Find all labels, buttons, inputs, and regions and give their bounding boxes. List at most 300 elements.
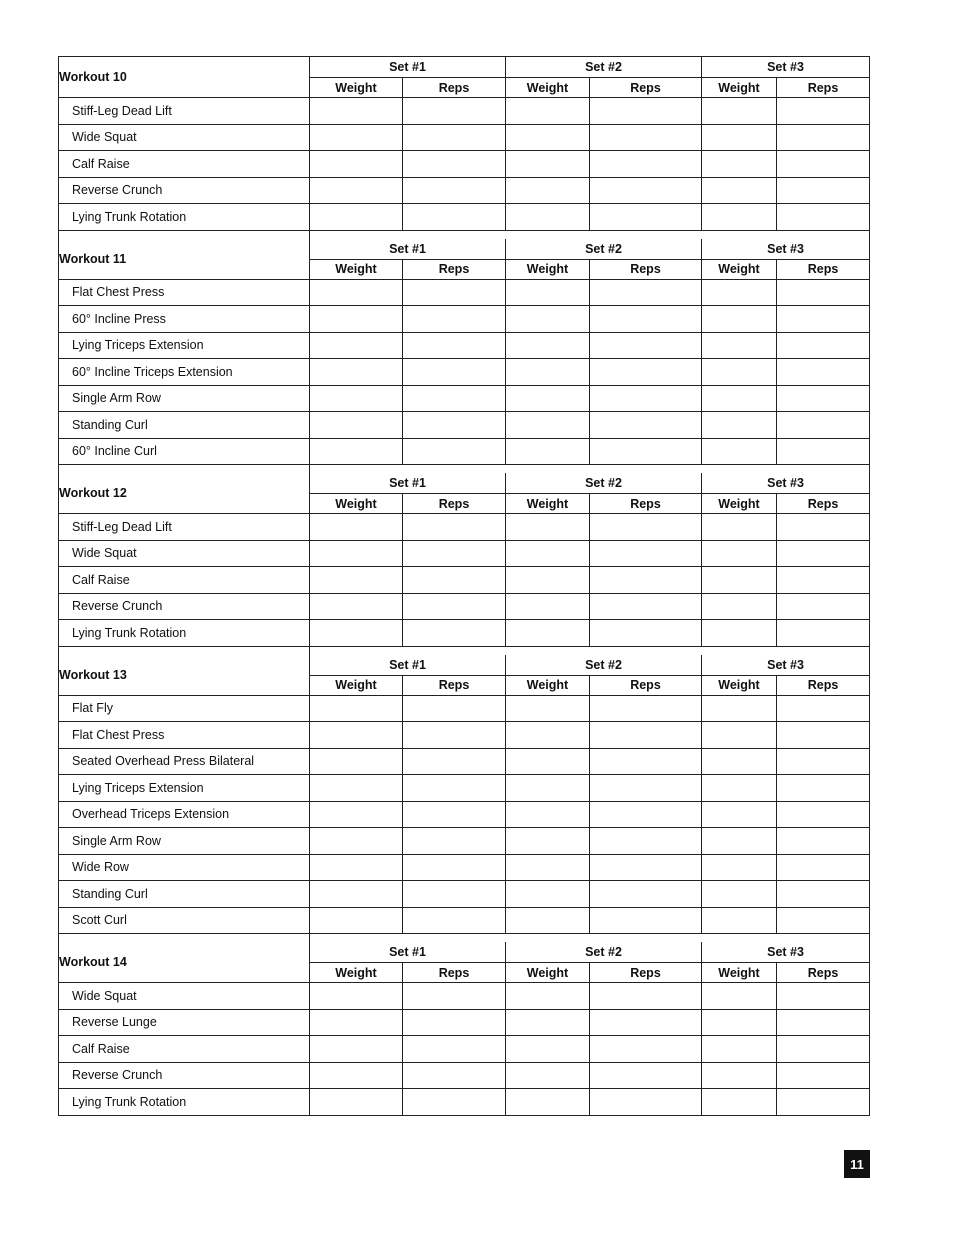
weight-entry-cell[interactable] xyxy=(310,983,403,1010)
weight-entry-cell[interactable] xyxy=(506,306,590,333)
reps-entry-cell[interactable] xyxy=(590,279,702,306)
weight-entry-cell[interactable] xyxy=(702,332,777,359)
workout-table xyxy=(58,934,870,1116)
weight-column-header: Weight xyxy=(310,963,403,983)
exercise-name: Calf Raise xyxy=(59,151,310,178)
weight-entry-cell[interactable] xyxy=(702,385,777,412)
weight-column-header: Weight xyxy=(702,963,777,983)
exercise-row xyxy=(59,204,870,231)
exercise-row xyxy=(59,1089,870,1116)
weight-entry-cell[interactable] xyxy=(310,385,403,412)
workout-title: Workout 10 xyxy=(59,57,310,98)
reps-entry-cell[interactable] xyxy=(777,775,870,802)
exercise-row xyxy=(59,279,870,306)
exercise-name: Overhead Triceps Extension xyxy=(59,801,310,828)
reps-entry-cell[interactable] xyxy=(777,98,870,125)
reps-entry-cell[interactable] xyxy=(403,1062,506,1089)
weight-column-header: Weight xyxy=(506,963,590,983)
reps-entry-cell[interactable] xyxy=(590,177,702,204)
weight-column-header: Weight xyxy=(702,259,777,279)
reps-entry-cell[interactable] xyxy=(590,695,702,722)
weight-entry-cell[interactable] xyxy=(702,1089,777,1116)
reps-entry-cell[interactable] xyxy=(777,854,870,881)
reps-entry-cell[interactable] xyxy=(403,177,506,204)
set-header: Set #1 xyxy=(310,942,506,963)
reps-entry-cell[interactable] xyxy=(403,983,506,1010)
reps-entry-cell[interactable] xyxy=(403,593,506,620)
weight-entry-cell[interactable] xyxy=(702,748,777,775)
reps-column-header: Reps xyxy=(777,259,870,279)
weight-entry-cell[interactable] xyxy=(702,1062,777,1089)
exercise-row xyxy=(59,306,870,333)
weight-entry-cell[interactable] xyxy=(506,151,590,178)
weight-entry-cell[interactable] xyxy=(310,151,403,178)
set-header: Set #3 xyxy=(702,942,870,963)
set-header: Set #2 xyxy=(506,473,702,494)
reps-entry-cell[interactable] xyxy=(590,332,702,359)
reps-entry-cell[interactable] xyxy=(403,151,506,178)
weight-entry-cell[interactable] xyxy=(702,828,777,855)
weight-entry-cell[interactable] xyxy=(506,177,590,204)
reps-entry-cell[interactable] xyxy=(590,204,702,231)
weight-entry-cell[interactable] xyxy=(702,540,777,567)
reps-entry-cell[interactable] xyxy=(777,359,870,386)
reps-entry-cell[interactable] xyxy=(777,907,870,934)
weight-entry-cell[interactable] xyxy=(702,567,777,594)
reps-entry-cell[interactable] xyxy=(403,748,506,775)
weight-entry-cell[interactable] xyxy=(506,124,590,151)
reps-entry-cell[interactable] xyxy=(403,540,506,567)
exercise-name: Lying Trunk Rotation xyxy=(59,620,310,647)
weight-entry-cell[interactable] xyxy=(310,775,403,802)
exercise-row xyxy=(59,828,870,855)
exercise-name: 60° Incline Curl xyxy=(59,438,310,465)
reps-entry-cell[interactable] xyxy=(777,438,870,465)
reps-entry-cell[interactable] xyxy=(403,1009,506,1036)
exercise-row xyxy=(59,438,870,465)
weight-entry-cell[interactable] xyxy=(506,1036,590,1063)
reps-entry-cell[interactable] xyxy=(403,828,506,855)
weight-entry-cell[interactable] xyxy=(310,306,403,333)
reps-column-header: Reps xyxy=(777,675,870,695)
reps-entry-cell[interactable] xyxy=(590,722,702,749)
reps-entry-cell[interactable] xyxy=(403,412,506,439)
weight-entry-cell[interactable] xyxy=(506,385,590,412)
reps-entry-cell[interactable] xyxy=(590,1062,702,1089)
reps-entry-cell[interactable] xyxy=(777,279,870,306)
reps-entry-cell[interactable] xyxy=(590,983,702,1010)
reps-entry-cell[interactable] xyxy=(777,540,870,567)
weight-entry-cell[interactable] xyxy=(310,177,403,204)
reps-entry-cell[interactable] xyxy=(403,306,506,333)
reps-entry-cell[interactable] xyxy=(403,385,506,412)
exercise-row xyxy=(59,1036,870,1063)
reps-entry-cell[interactable] xyxy=(777,593,870,620)
exercise-row xyxy=(59,124,870,151)
exercise-row xyxy=(59,1062,870,1089)
reps-entry-cell[interactable] xyxy=(403,124,506,151)
reps-entry-cell[interactable] xyxy=(590,801,702,828)
workout-title: Workout 11 xyxy=(59,239,310,280)
weight-entry-cell[interactable] xyxy=(506,1089,590,1116)
weight-column-header: Weight xyxy=(702,494,777,514)
weight-entry-cell[interactable] xyxy=(702,801,777,828)
reps-entry-cell[interactable] xyxy=(590,151,702,178)
weight-entry-cell[interactable] xyxy=(506,204,590,231)
weight-entry-cell[interactable] xyxy=(702,412,777,439)
reps-entry-cell[interactable] xyxy=(590,620,702,647)
set-header: Set #3 xyxy=(702,473,870,494)
reps-entry-cell[interactable] xyxy=(403,620,506,647)
reps-column-header: Reps xyxy=(403,494,506,514)
weight-column-header: Weight xyxy=(310,78,403,98)
set-header: Set #1 xyxy=(310,655,506,676)
exercise-name: Wide Row xyxy=(59,854,310,881)
reps-entry-cell[interactable] xyxy=(590,306,702,333)
workout-table xyxy=(58,465,870,647)
exercise-row xyxy=(59,332,870,359)
reps-entry-cell[interactable] xyxy=(777,332,870,359)
weight-entry-cell[interactable] xyxy=(702,881,777,908)
weight-entry-cell[interactable] xyxy=(310,332,403,359)
reps-entry-cell[interactable] xyxy=(590,775,702,802)
reps-entry-cell[interactable] xyxy=(590,828,702,855)
workout-table xyxy=(58,647,870,935)
exercise-row xyxy=(59,593,870,620)
weight-entry-cell[interactable] xyxy=(506,854,590,881)
reps-entry-cell[interactable] xyxy=(777,983,870,1010)
weight-entry-cell[interactable] xyxy=(506,828,590,855)
exercise-name: 60° Incline Triceps Extension xyxy=(59,359,310,386)
reps-entry-cell[interactable] xyxy=(777,124,870,151)
weight-entry-cell[interactable] xyxy=(702,438,777,465)
weight-entry-cell[interactable] xyxy=(702,177,777,204)
exercise-row xyxy=(59,854,870,881)
set-header: Set #3 xyxy=(702,655,870,676)
reps-column-header: Reps xyxy=(590,494,702,514)
exercise-row xyxy=(59,567,870,594)
weight-entry-cell[interactable] xyxy=(506,907,590,934)
reps-entry-cell[interactable] xyxy=(777,695,870,722)
reps-column-header: Reps xyxy=(590,675,702,695)
weight-entry-cell[interactable] xyxy=(506,438,590,465)
reps-column-header: Reps xyxy=(403,675,506,695)
exercise-row xyxy=(59,907,870,934)
weight-entry-cell[interactable] xyxy=(310,567,403,594)
exercise-row xyxy=(59,540,870,567)
reps-entry-cell[interactable] xyxy=(777,514,870,541)
weight-entry-cell[interactable] xyxy=(506,801,590,828)
reps-entry-cell[interactable] xyxy=(590,593,702,620)
weight-entry-cell[interactable] xyxy=(506,98,590,125)
exercise-name: Single Arm Row xyxy=(59,385,310,412)
weight-entry-cell[interactable] xyxy=(310,854,403,881)
weight-entry-cell[interactable] xyxy=(506,748,590,775)
exercise-row xyxy=(59,177,870,204)
exercise-name: Flat Fly xyxy=(59,695,310,722)
weight-entry-cell[interactable] xyxy=(506,514,590,541)
weight-entry-cell[interactable] xyxy=(310,828,403,855)
exercise-row xyxy=(59,359,870,386)
reps-entry-cell[interactable] xyxy=(590,359,702,386)
weight-entry-cell[interactable] xyxy=(506,279,590,306)
exercise-name: Lying Trunk Rotation xyxy=(59,1089,310,1116)
exercise-name: Calf Raise xyxy=(59,1036,310,1063)
reps-entry-cell[interactable] xyxy=(590,385,702,412)
weight-column-header: Weight xyxy=(506,259,590,279)
weight-entry-cell[interactable] xyxy=(310,593,403,620)
workout-table xyxy=(58,56,870,231)
exercise-name: Single Arm Row xyxy=(59,828,310,855)
reps-entry-cell[interactable] xyxy=(777,567,870,594)
weight-column-header: Weight xyxy=(310,494,403,514)
reps-entry-cell[interactable] xyxy=(403,1036,506,1063)
exercise-name: Standing Curl xyxy=(59,881,310,908)
reps-entry-cell[interactable] xyxy=(403,204,506,231)
reps-entry-cell[interactable] xyxy=(403,1089,506,1116)
weight-entry-cell[interactable] xyxy=(310,620,403,647)
exercise-row xyxy=(59,722,870,749)
reps-entry-cell[interactable] xyxy=(777,385,870,412)
weight-entry-cell[interactable] xyxy=(310,124,403,151)
set-header: Set #2 xyxy=(506,239,702,260)
reps-entry-cell[interactable] xyxy=(777,722,870,749)
weight-entry-cell[interactable] xyxy=(310,1036,403,1063)
weight-entry-cell[interactable] xyxy=(506,332,590,359)
exercise-name: Reverse Lunge xyxy=(59,1009,310,1036)
weight-entry-cell[interactable] xyxy=(310,438,403,465)
workout-table xyxy=(58,231,870,466)
reps-entry-cell[interactable] xyxy=(590,124,702,151)
exercise-name: Reverse Crunch xyxy=(59,593,310,620)
reps-entry-cell[interactable] xyxy=(590,514,702,541)
exercise-name: Scott Curl xyxy=(59,907,310,934)
weight-column-header: Weight xyxy=(310,259,403,279)
weight-entry-cell[interactable] xyxy=(702,98,777,125)
weight-entry-cell[interactable] xyxy=(506,881,590,908)
exercise-row xyxy=(59,881,870,908)
exercise-name: Stiff-Leg Dead Lift xyxy=(59,98,310,125)
reps-entry-cell[interactable] xyxy=(777,151,870,178)
weight-entry-cell[interactable] xyxy=(506,1009,590,1036)
exercise-name: 60° Incline Press xyxy=(59,306,310,333)
reps-entry-cell[interactable] xyxy=(590,1036,702,1063)
exercise-name: Seated Overhead Press Bilateral xyxy=(59,748,310,775)
reps-entry-cell[interactable] xyxy=(590,1009,702,1036)
exercise-row xyxy=(59,1009,870,1036)
weight-entry-cell[interactable] xyxy=(702,695,777,722)
weight-entry-cell[interactable] xyxy=(310,1089,403,1116)
weight-entry-cell[interactable] xyxy=(506,620,590,647)
weight-entry-cell[interactable] xyxy=(506,1062,590,1089)
reps-column-header: Reps xyxy=(403,78,506,98)
weight-entry-cell[interactable] xyxy=(310,514,403,541)
reps-entry-cell[interactable] xyxy=(777,1009,870,1036)
exercise-row xyxy=(59,412,870,439)
reps-entry-cell[interactable] xyxy=(590,412,702,439)
weight-entry-cell[interactable] xyxy=(702,306,777,333)
reps-entry-cell[interactable] xyxy=(777,177,870,204)
weight-entry-cell[interactable] xyxy=(310,881,403,908)
weight-entry-cell[interactable] xyxy=(702,124,777,151)
weight-entry-cell[interactable] xyxy=(506,593,590,620)
weight-entry-cell[interactable] xyxy=(310,98,403,125)
reps-entry-cell[interactable] xyxy=(403,359,506,386)
exercise-row xyxy=(59,385,870,412)
weight-entry-cell[interactable] xyxy=(310,1062,403,1089)
reps-column-header: Reps xyxy=(590,78,702,98)
set-header: Set #2 xyxy=(506,942,702,963)
exercise-name: Calf Raise xyxy=(59,567,310,594)
reps-entry-cell[interactable] xyxy=(777,306,870,333)
reps-entry-cell[interactable] xyxy=(777,412,870,439)
exercise-name: Lying Triceps Extension xyxy=(59,775,310,802)
set-header: Set #3 xyxy=(702,57,870,78)
reps-entry-cell[interactable] xyxy=(590,98,702,125)
weight-entry-cell[interactable] xyxy=(506,695,590,722)
weight-entry-cell[interactable] xyxy=(702,775,777,802)
set-header: Set #2 xyxy=(506,57,702,78)
exercise-row xyxy=(59,983,870,1010)
reps-entry-cell[interactable] xyxy=(590,438,702,465)
reps-entry-cell[interactable] xyxy=(403,514,506,541)
reps-entry-cell[interactable] xyxy=(403,332,506,359)
weight-column-header: Weight xyxy=(702,675,777,695)
reps-entry-cell[interactable] xyxy=(777,828,870,855)
reps-column-header: Reps xyxy=(777,78,870,98)
reps-entry-cell[interactable] xyxy=(590,854,702,881)
weight-entry-cell[interactable] xyxy=(702,983,777,1010)
reps-entry-cell[interactable] xyxy=(403,854,506,881)
set-header: Set #3 xyxy=(702,239,870,260)
reps-entry-cell[interactable] xyxy=(777,1062,870,1089)
weight-entry-cell[interactable] xyxy=(310,907,403,934)
weight-entry-cell[interactable] xyxy=(310,540,403,567)
exercise-name: Lying Trunk Rotation xyxy=(59,204,310,231)
exercise-name: Lying Triceps Extension xyxy=(59,332,310,359)
reps-entry-cell[interactable] xyxy=(777,1089,870,1116)
reps-column-header: Reps xyxy=(403,259,506,279)
weight-entry-cell[interactable] xyxy=(506,983,590,1010)
reps-entry-cell[interactable] xyxy=(403,881,506,908)
weight-entry-cell[interactable] xyxy=(310,204,403,231)
weight-entry-cell[interactable] xyxy=(702,907,777,934)
weight-entry-cell[interactable] xyxy=(310,748,403,775)
exercise-row xyxy=(59,775,870,802)
weight-entry-cell[interactable] xyxy=(702,359,777,386)
reps-entry-cell[interactable] xyxy=(590,1089,702,1116)
reps-entry-cell[interactable] xyxy=(590,567,702,594)
weight-entry-cell[interactable] xyxy=(702,722,777,749)
exercise-row xyxy=(59,514,870,541)
reps-entry-cell[interactable] xyxy=(590,748,702,775)
weight-entry-cell[interactable] xyxy=(506,412,590,439)
weight-column-header: Weight xyxy=(702,78,777,98)
weight-entry-cell[interactable] xyxy=(702,1009,777,1036)
reps-column-header: Reps xyxy=(403,963,506,983)
exercise-name: Flat Chest Press xyxy=(59,279,310,306)
reps-entry-cell[interactable] xyxy=(403,279,506,306)
weight-entry-cell[interactable] xyxy=(506,775,590,802)
weight-entry-cell[interactable] xyxy=(702,593,777,620)
reps-entry-cell[interactable] xyxy=(403,907,506,934)
weight-entry-cell[interactable] xyxy=(702,854,777,881)
weight-entry-cell[interactable] xyxy=(506,540,590,567)
reps-entry-cell[interactable] xyxy=(777,620,870,647)
weight-column-header: Weight xyxy=(506,675,590,695)
reps-entry-cell[interactable] xyxy=(403,801,506,828)
weight-entry-cell[interactable] xyxy=(702,204,777,231)
reps-entry-cell[interactable] xyxy=(777,801,870,828)
exercise-name: Flat Chest Press xyxy=(59,722,310,749)
workout-title: Workout 12 xyxy=(59,473,310,514)
weight-entry-cell[interactable] xyxy=(310,801,403,828)
workout-log xyxy=(58,56,869,1116)
page-number: 11 xyxy=(844,1150,870,1178)
exercise-name: Wide Squat xyxy=(59,540,310,567)
reps-column-header: Reps xyxy=(777,494,870,514)
exercise-name: Stiff-Leg Dead Lift xyxy=(59,514,310,541)
set-header: Set #1 xyxy=(310,57,506,78)
reps-entry-cell[interactable] xyxy=(590,881,702,908)
weight-entry-cell[interactable] xyxy=(702,620,777,647)
reps-entry-cell[interactable] xyxy=(590,907,702,934)
reps-entry-cell[interactable] xyxy=(403,438,506,465)
weight-entry-cell[interactable] xyxy=(702,1036,777,1063)
weight-entry-cell[interactable] xyxy=(702,514,777,541)
set-header: Set #2 xyxy=(506,655,702,676)
set-header: Set #1 xyxy=(310,473,506,494)
exercise-row xyxy=(59,748,870,775)
weight-entry-cell[interactable] xyxy=(310,279,403,306)
reps-entry-cell[interactable] xyxy=(777,1036,870,1063)
weight-entry-cell[interactable] xyxy=(310,722,403,749)
reps-entry-cell[interactable] xyxy=(403,775,506,802)
weight-entry-cell[interactable] xyxy=(506,567,590,594)
weight-entry-cell[interactable] xyxy=(310,695,403,722)
reps-entry-cell[interactable] xyxy=(777,748,870,775)
weight-entry-cell[interactable] xyxy=(310,359,403,386)
weight-entry-cell[interactable] xyxy=(702,151,777,178)
reps-entry-cell[interactable] xyxy=(403,695,506,722)
weight-entry-cell[interactable] xyxy=(310,412,403,439)
weight-entry-cell[interactable] xyxy=(506,722,590,749)
weight-entry-cell[interactable] xyxy=(506,359,590,386)
reps-entry-cell[interactable] xyxy=(777,881,870,908)
exercise-name: Reverse Crunch xyxy=(59,177,310,204)
reps-entry-cell[interactable] xyxy=(403,722,506,749)
reps-column-header: Reps xyxy=(777,963,870,983)
set-header: Set #1 xyxy=(310,239,506,260)
weight-column-header: Weight xyxy=(506,78,590,98)
reps-column-header: Reps xyxy=(590,259,702,279)
reps-entry-cell[interactable] xyxy=(403,567,506,594)
reps-entry-cell[interactable] xyxy=(777,204,870,231)
exercise-row xyxy=(59,620,870,647)
weight-entry-cell[interactable] xyxy=(702,279,777,306)
workout-title: Workout 14 xyxy=(59,942,310,983)
weight-entry-cell[interactable] xyxy=(310,1009,403,1036)
weight-column-header: Weight xyxy=(310,675,403,695)
reps-entry-cell[interactable] xyxy=(590,540,702,567)
exercise-name: Standing Curl xyxy=(59,412,310,439)
exercise-row xyxy=(59,801,870,828)
reps-column-header: Reps xyxy=(590,963,702,983)
reps-entry-cell[interactable] xyxy=(403,98,506,125)
exercise-row xyxy=(59,695,870,722)
workout-title: Workout 13 xyxy=(59,655,310,696)
exercise-name: Reverse Crunch xyxy=(59,1062,310,1089)
